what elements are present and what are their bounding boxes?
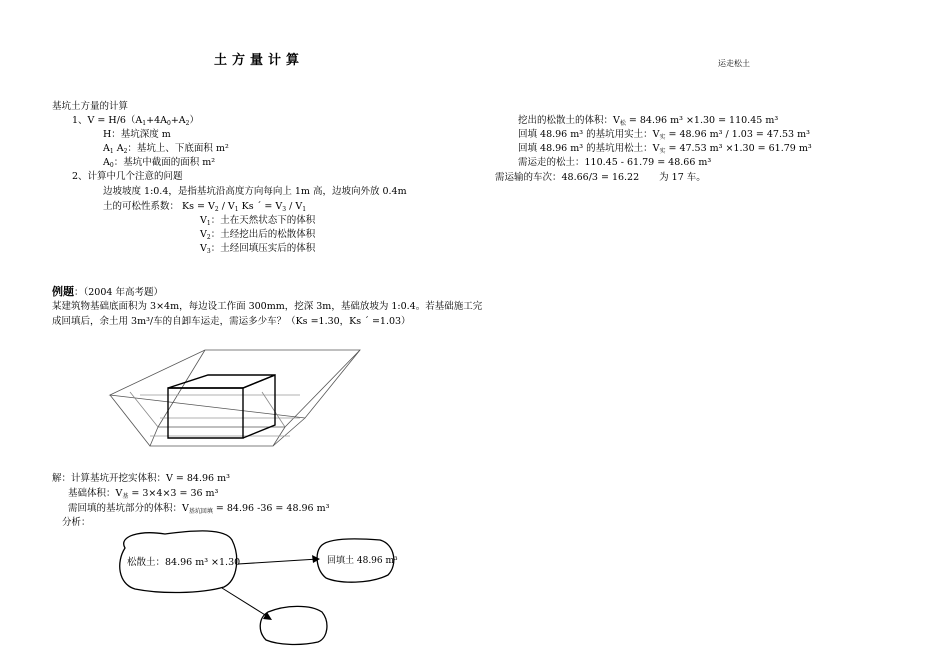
example-heading: 例题：（2004 年高考题） bbox=[52, 285, 163, 298]
final-answer: 为 17 车。 bbox=[659, 172, 706, 183]
right-line-4: 需运走的松土：110.45 - 61.79 = 48.66 m³ bbox=[518, 157, 712, 168]
page-title: 土方量计算 bbox=[214, 53, 305, 68]
right-line-1: 挖出的松散土的体积：$V_松 = 84.96$ m³ ×1.30 = 110.45 m³ bbox=[518, 115, 779, 127]
a0-definition: $A_0$：基坑中截面的面积 m² bbox=[103, 157, 216, 169]
section-title: 基坑土方量的计算 bbox=[52, 101, 129, 112]
right-line-3: 回填 48.96 m³ 的基坑用松土：$V_实 = 47.53$ m³ ×1.30 = 61.79 m³ bbox=[518, 143, 812, 155]
arrowhead-down bbox=[263, 612, 272, 620]
corner-note: 运走松土 bbox=[718, 59, 750, 68]
ks-formula: 土的可松性系数： $Ks = V_2 / V_1$ Ks ´ = $V_3 / V_1$ bbox=[103, 201, 307, 213]
slope-note: 边坡坡度 1:0.4，是指基坑沿高度方向每向上 1m 高，边坡向外放 0.4m bbox=[103, 186, 407, 197]
a-definition: $A_1$ $A_2$：基坑上、下底面积 m² bbox=[103, 143, 229, 155]
arrow-to-backfill bbox=[238, 559, 318, 564]
loose-soil-text: 松散土：84.96 m³ ×1.30 bbox=[127, 557, 241, 568]
v3-definition: $V_3$：土经回填压实后的体积 bbox=[200, 243, 316, 255]
empty-bubble bbox=[260, 606, 327, 644]
solution-line-2: 基础体积：$V_基 = 3\times 4\times 3 = 36$ m³ bbox=[68, 488, 219, 500]
right-line-5: 需运输的车次：48.66/3 = 16.22 为 17 车。 bbox=[495, 172, 706, 183]
analysis-label: 分析： bbox=[62, 517, 91, 528]
pit-top-outline bbox=[110, 350, 360, 418]
arrow-to-empty bbox=[222, 588, 270, 618]
solution-line-3: 需回填的基坑部分的体积：$V_{基坑回填} = 84.96$ -36 = 48.96 m³ bbox=[68, 503, 330, 515]
formula-line: 1、$V = H/6(A_1+4A_0+A_2)$ bbox=[72, 115, 199, 127]
backfill-text: 回填土 48.96 m³ bbox=[327, 556, 398, 566]
item2-heading: 2、计算中几个注意的问题 bbox=[72, 171, 183, 182]
right-line-2: 回填 48.96 m³ 的基坑用实土：$V_实 = 48.96$ m³ / 1.03 = 47.53 m³ bbox=[518, 129, 810, 141]
h-definition: H：基坑深度 m bbox=[103, 129, 171, 140]
example-line-1: 某建筑物基础底面积为 3×4m，每边设工作面 300mm，挖深 3m，基础放坡为 1:0.4。若基础施工完 bbox=[52, 301, 483, 312]
arrowhead-right bbox=[312, 555, 320, 563]
example-line-2: 成回填后，余土用 3m³/车的自卸车运走，需运多少车？（Ks =1.30，Ks ´ =1.03） bbox=[52, 316, 411, 327]
v1-definition: $V_1$：土在天然状态下的体积 bbox=[200, 215, 316, 227]
v2-definition: $V_2$：土经挖出后的松散体积 bbox=[200, 229, 316, 241]
solution-line-1: 解：计算基坑开挖实体积：V = 84.96 m³ bbox=[52, 473, 230, 484]
